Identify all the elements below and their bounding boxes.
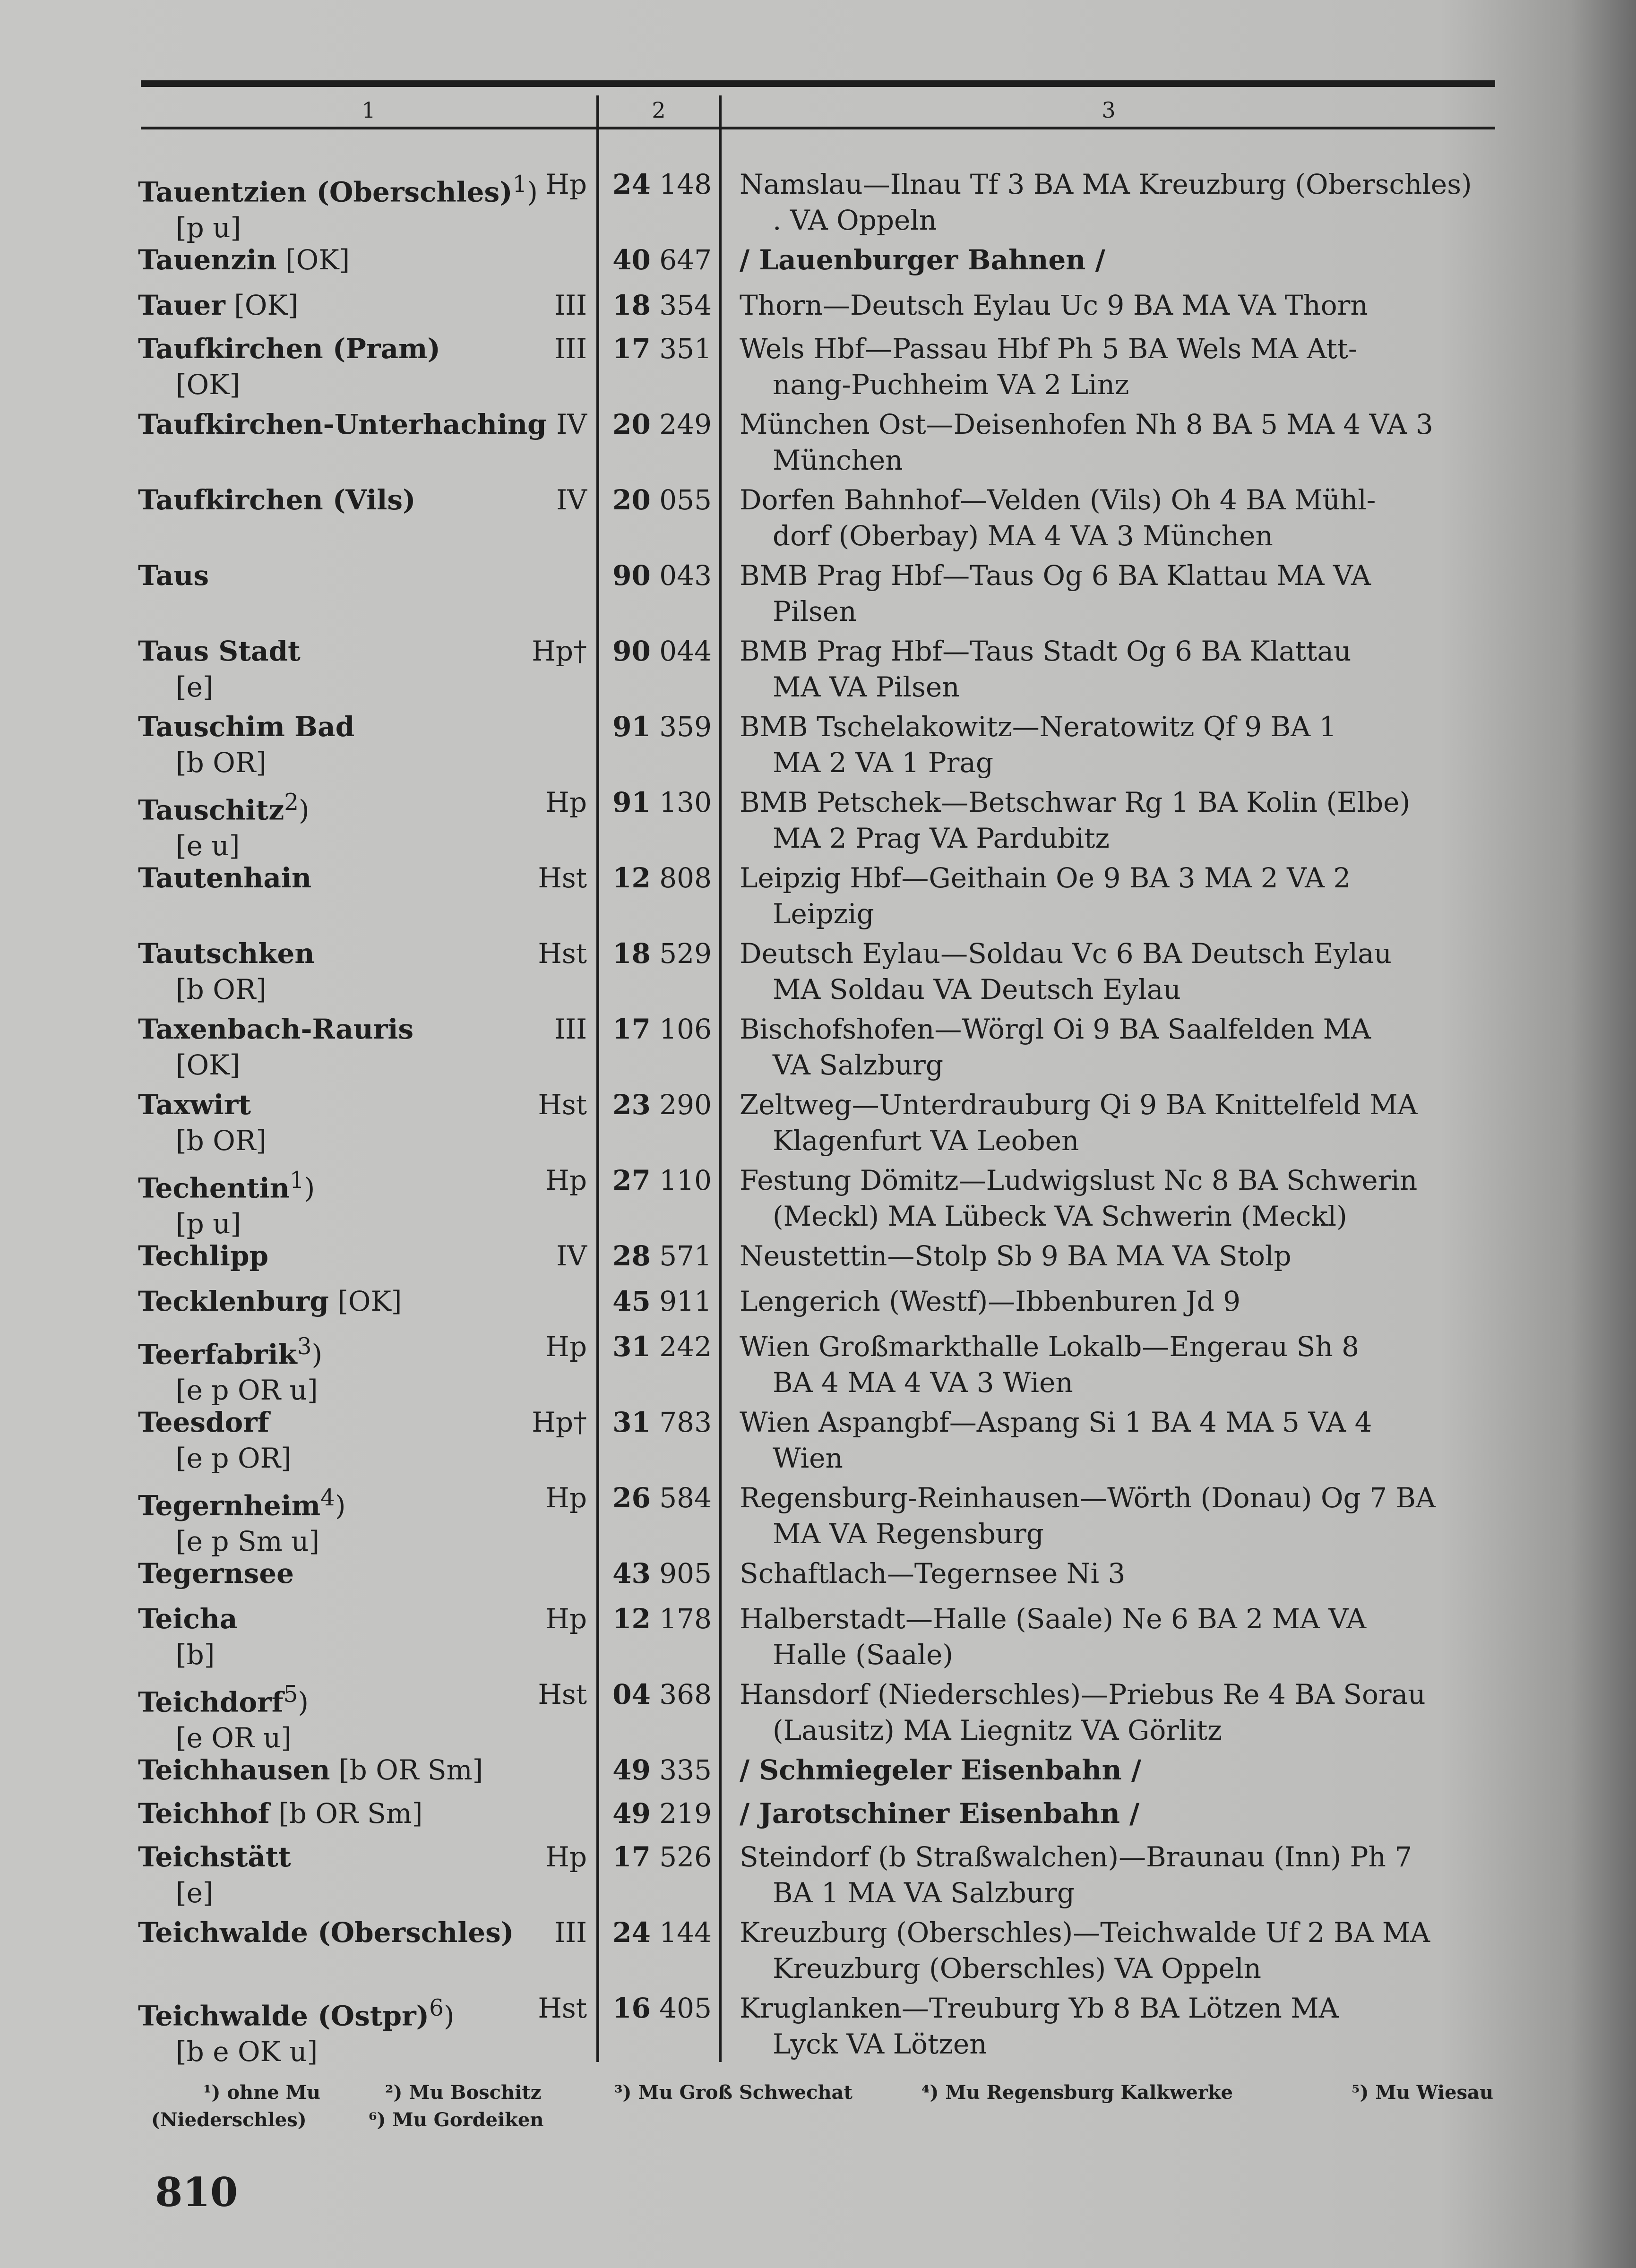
station-cell [138,709,587,781]
number-cell [605,1283,712,1319]
footnote-marker: 1 [289,1167,304,1194]
number-suffix: 043 [659,559,712,592]
route-line-1: Dorfen Bahnhof—Velden (Vils) Oh 4 BA Mühl- [740,484,1376,516]
station-class: III [554,289,587,321]
column-header-2: 2 [652,97,666,123]
station-class: Hp [545,1841,587,1873]
station-class: IV [556,484,587,516]
route-cell [740,1796,1500,1831]
station-class: Hp [545,1482,587,1514]
number-prefix: 49 [612,1797,651,1830]
number-suffix: 368 [659,1678,712,1710]
footnote-marker: 2 [284,789,299,816]
number-suffix: 584 [659,1482,712,1514]
route-line-1: Wien Großmarkthalle Lokalb—Engerau Sh 8 [740,1331,1360,1363]
footnote-6: ⁶) Mu Gordeiken [369,2109,544,2131]
station-cell [138,1601,587,1673]
number-cell [605,1162,712,1198]
number-cell [605,1752,712,1788]
station-attributes: [e p Sm u] [176,1525,320,1558]
number-cell [605,1404,712,1440]
route-cell [740,482,1500,554]
number-cell [605,709,712,745]
number-suffix: 335 [659,1754,712,1786]
station-class: Hp [545,168,587,200]
route-line-1: Namslau—Ilnau Tf 3 BA MA Kreuzburg (Oberschles) [740,168,1472,200]
page-number: 810 [155,2169,238,2216]
number-suffix: 351 [659,333,712,365]
station-class: Hp [545,1331,587,1363]
station-class: Hst [538,937,587,970]
station-cell [138,331,587,403]
station-class: Hp [545,1603,587,1635]
route-line-1: Neustettin—Stolp Sb 9 BA MA VA Stolp [740,1240,1292,1272]
number-prefix: 12 [612,862,651,894]
station-note: [b OR Sm] [269,1797,423,1830]
route-line-2: MA Soldau VA Deutsch Eylau [773,973,1181,1005]
route-cell [740,406,1500,478]
number-cell [605,1601,712,1637]
station-cell: Techentin$^1$) Hp [p u] [138,1162,587,1242]
route-line-1: Leipzig Hbf—Geithain Oe 9 BA 3 MA 2 VA 2 [740,862,1351,894]
station-class: Hst [538,1089,587,1121]
column-divider-2 [719,95,722,2062]
number-prefix: 20 [612,484,651,516]
station-name: Teesdorf [138,1406,269,1438]
station-attributes: [b] [176,1639,215,1671]
station-attributes: [b e OK u] [176,2036,318,2068]
number-cell [605,1796,712,1831]
number-prefix: 20 [612,408,651,440]
route-cell [740,287,1500,323]
station-cell [138,1796,587,1831]
route-line-1: München Ost—Deisenhofen Nh 8 BA 5 MA 4 VA 3 [740,408,1433,440]
number-prefix: 27 [612,1164,651,1196]
route-line-1: Zeltweg—Unterdrauburg Qi 9 BA Knittelfeld MA [740,1089,1418,1121]
station-cell: Teerfabrik$^3$) Hp [e p OR u] [138,1329,587,1408]
route-line-2: München [773,444,903,476]
station-class: IV [556,1240,587,1272]
station-cell [138,482,587,518]
station-note: [b OR Sm] [330,1754,483,1786]
route-cell [740,709,1500,781]
route-line-2: Pilsen [773,595,857,627]
column-divider-1 [596,95,599,2062]
footnote-5: ⁵) Mu Wiesau [1352,2081,1494,2104]
station-class: III [554,1013,587,1045]
route-line-1: / Lauenburger Bahnen / [740,244,1105,276]
number-prefix: 26 [612,1482,651,1514]
number-cell [605,1011,712,1047]
station-name: Tautschken [138,937,315,970]
number-suffix: 249 [659,408,712,440]
number-suffix: 571 [659,1240,712,1272]
station-class: Hst [538,1992,587,2024]
number-prefix: 43 [612,1557,651,1589]
number-cell [605,1329,712,1365]
station-name: Teichwalde (Ostpr) [138,2000,430,2032]
footnote-4: ⁴) Mu Regensburg Kalkwerke [921,2081,1233,2104]
number-prefix: 90 [612,635,651,667]
number-cell [605,936,712,971]
route-line-1: Thorn—Deutsch Eylau Uc 9 BA MA VA Thorn [740,289,1368,321]
route-line-2: MA VA Pilsen [773,671,960,703]
route-cell [740,860,1500,932]
route-cell [740,1404,1500,1476]
station-name: Tautenhain [138,862,312,894]
number-cell [605,242,712,278]
route-cell [740,1329,1500,1400]
route-line-1: BMB Petschek—Betschwar Rg 1 BA Kolin (Elbe) [740,786,1411,818]
station-cell [138,1238,587,1274]
station-attributes: [e OR u] [176,1722,292,1754]
route-line-1: / Jarotschiner Eisenbahn / [740,1797,1140,1830]
number-cell [605,1238,712,1274]
route-line-1: Bischofshofen—Wörgl Oi 9 BA Saalfelden MA [740,1013,1371,1045]
route-cell [740,1601,1500,1673]
route-line-2: . VA Oppeln [773,204,937,236]
station-note: [OK] [225,289,299,321]
number-suffix: 405 [659,1992,712,2024]
station-cell [138,860,587,896]
station-cell: Teichwalde (Ostpr)$^6$) Hst [b e OK u] [138,1990,587,2070]
number-suffix: 808 [659,862,712,894]
station-name: Tauentzien (Oberschles) [138,176,513,208]
station-attributes: [e p OR u] [176,1374,318,1407]
number-suffix: 044 [659,635,712,667]
route-line-2: Wien [773,1442,843,1474]
number-suffix: 526 [659,1841,712,1873]
route-line-2: Lyck VA Lötzen [773,2028,987,2060]
station-class: Hp† [532,635,587,667]
number-cell [605,331,712,367]
number-prefix: 24 [612,1916,651,1949]
number-prefix: 17 [612,1013,651,1045]
station-name: Teichhausen [138,1754,330,1786]
station-name: Tegernsee [138,1557,294,1589]
station-cell [138,287,587,323]
route-line-2: dorf (Oberbay) MA 4 VA 3 München [773,520,1273,552]
number-suffix: 783 [659,1406,712,1438]
number-cell [605,287,712,323]
column-header-3: 3 [1102,97,1116,123]
number-cell [605,633,712,669]
number-suffix: 290 [659,1089,712,1121]
number-cell [605,1480,712,1516]
route-line-2: (Meckl) MA Lübeck VA Schwerin (Meckl) [773,1200,1347,1232]
number-suffix: 647 [659,244,712,276]
footnote-marker: 3 [297,1333,312,1360]
route-line-2: nang-Puchheim VA 2 Linz [773,369,1129,401]
station-name: Teichdorf [138,1686,284,1718]
station-name: Taus Stadt [138,635,301,667]
route-line-2: BA 1 MA VA Salzburg [773,1877,1075,1909]
route-cell [740,166,1500,238]
route-cell [740,558,1500,629]
route-line-1: Schaftlach—Tegernsee Ni 3 [740,1557,1126,1589]
number-prefix: 12 [612,1603,651,1635]
number-prefix: 23 [612,1089,651,1121]
number-prefix: 91 [612,711,651,743]
number-prefix: 31 [612,1406,651,1438]
station-cell [138,1752,587,1788]
route-line-2: Kreuzburg (Oberschles) VA Oppeln [773,1952,1262,1984]
number-cell [605,1839,712,1875]
route-cell [740,1087,1500,1159]
station-name: Taufkirchen (Vils) [138,484,416,516]
station-attributes: [b OR] [176,973,267,1005]
station-cell [138,633,587,705]
station-name: Tauschitz [138,794,284,826]
number-cell [605,166,712,202]
number-cell [605,1555,712,1591]
footnote-2: ²) Mu Boschitz [385,2081,542,2104]
station-attributes: [p u] [176,212,241,244]
station-cell [138,558,587,593]
route-line-1: BMB Prag Hbf—Taus Stadt Og 6 BA Klattau [740,635,1352,667]
number-prefix: 91 [612,786,651,818]
station-class: Hst [538,862,587,894]
number-suffix: 178 [659,1603,712,1635]
number-cell [605,784,712,820]
route-cell [740,1480,1500,1552]
route-cell [740,1839,1500,1911]
route-line-1: Wels Hbf—Passau Hbf Ph 5 BA Wels MA Att- [740,333,1358,365]
number-suffix: 905 [659,1557,712,1589]
route-line-1: Halberstadt—Halle (Saale) Ne 6 BA 2 MA VA [740,1603,1367,1635]
station-cell: Tauschitz$^2$) Hp [e u] [138,784,587,864]
footnote-3: ³) Mu Groß Schwechat [614,2081,852,2104]
footnote-marker: 1 [512,171,527,198]
station-name: Taxenbach-Rauris [138,1013,414,1045]
number-cell [605,1676,712,1712]
number-prefix: 17 [612,333,651,365]
route-line-2: MA 2 Prag VA Pardubitz [773,822,1110,854]
station-name: Taus [138,559,209,592]
number-suffix: 359 [659,711,712,743]
station-attributes: [e] [176,1877,214,1909]
station-name: Taxwirt [138,1089,251,1121]
number-prefix: 18 [612,937,651,970]
station-name: Techentin [138,1172,290,1204]
station-name: Techlipp [138,1240,269,1272]
station-name: Teichwalde (Oberschles) [138,1916,514,1949]
station-cell: Tegernheim$^4$) Hp [e p Sm u] [138,1480,587,1559]
route-line-2: (Lausitz) MA Liegnitz VA Görlitz [773,1714,1222,1746]
number-cell [605,558,712,593]
station-attributes: [OK] [176,369,241,401]
number-cell [605,482,712,518]
route-cell [740,1283,1500,1319]
station-class: IV [556,408,587,440]
number-suffix: 144 [659,1916,712,1949]
station-name: Tauenzin [138,244,277,276]
number-suffix: 148 [659,168,712,200]
route-cell [740,1676,1500,1748]
station-attributes: [e p OR] [176,1442,292,1474]
route-cell [740,242,1500,278]
route-cell [740,331,1500,403]
number-suffix: 242 [659,1331,712,1363]
station-cell [138,936,587,1007]
route-line-1: Hansdorf (Niederschles)—Priebus Re 4 BA Sorau [740,1678,1426,1710]
header-rule [141,127,1495,129]
top-rule [141,80,1495,87]
number-suffix: 106 [659,1013,712,1045]
station-class: Hp [545,1164,587,1196]
station-cell [138,1555,587,1591]
number-prefix: 17 [612,1841,651,1873]
number-prefix: 90 [612,559,651,592]
footnote-5-continued: (Niederschles) [151,2109,307,2131]
footnote-marker: 4 [320,1485,335,1511]
route-line-1: Lengerich (Westf)—Ibbenburen Jd 9 [740,1285,1241,1317]
station-cell: Teichdorf$^5$) Hst [e OR u] [138,1676,587,1756]
number-prefix: 31 [612,1331,651,1363]
route-line-1: BMB Tschelakowitz—Neratowitz Qf 9 BA 1 [740,711,1337,743]
number-prefix: 24 [612,168,651,200]
station-attributes: [OK] [176,1049,241,1081]
station-cell [138,1283,587,1319]
station-cell [138,1087,587,1159]
station-class: III [554,333,587,365]
route-cell [740,1162,1500,1234]
route-line-1: BMB Prag Hbf—Taus Og 6 BA Klattau MA VA [740,559,1371,592]
station-note: [OK] [276,244,350,276]
number-cell [605,1990,712,2026]
route-cell [740,1990,1500,2062]
station-cell [138,242,587,278]
route-line-2: Klagenfurt VA Leoben [773,1125,1079,1157]
station-class: Hst [538,1678,587,1710]
footnote-marker: 5 [283,1681,298,1708]
number-prefix: 49 [612,1754,651,1786]
station-name: Teerfabrik [138,1338,297,1371]
station-name: Tegernheim [138,1489,321,1522]
number-prefix: 28 [612,1240,651,1272]
route-cell [740,1238,1500,1274]
route-line-1: Wien Aspangbf—Aspang Si 1 BA 4 MA 5 VA 4 [740,1406,1372,1438]
number-suffix: 529 [659,937,712,970]
route-cell [740,784,1500,856]
number-cell [605,860,712,896]
number-suffix: 911 [659,1285,712,1317]
station-name: Teicha [138,1603,238,1635]
station-class: Hp† [532,1406,587,1438]
route-line-2: Leipzig [773,898,874,930]
route-line-1: Steindorf (b Straßwalchen)—Braunau (Inn) Ph 7 [740,1841,1412,1873]
station-attributes: [b OR] [176,747,267,779]
route-cell [740,633,1500,705]
station-note: [OK] [328,1285,402,1317]
number-prefix: 45 [612,1285,651,1317]
station-name: Teichhof [138,1797,270,1830]
station-cell [138,1404,587,1476]
route-line-1: / Schmiegeler Eisenbahn / [740,1754,1142,1786]
station-class: Hp [545,786,587,818]
station-name: Taufkirchen (Pram) [138,333,440,365]
route-line-2: Halle (Saale) [773,1639,954,1671]
route-line-1: Kruglanken—Treuburg Yb 8 BA Lötzen MA [740,1992,1339,2024]
station-attributes: [p u] [176,1208,241,1240]
number-prefix: 04 [612,1678,651,1710]
station-attributes: [b OR] [176,1125,267,1157]
footnote-1: ¹) ohne Mu [203,2081,320,2104]
route-line-1: Kreuzburg (Oberschles)—Teichwalde Uf 2 BA MA [740,1916,1430,1949]
station-cell [138,1839,587,1911]
route-line-1: Regensburg-Reinhausen—Wörth (Donau) Og 7 BA [740,1482,1436,1514]
number-suffix: 130 [659,786,712,818]
station-name: Taufkirchen-Unterhaching [138,408,547,440]
route-cell [740,936,1500,1007]
station-attributes: [e] [176,671,214,703]
number-cell [605,1915,712,1950]
route-line-1: Deutsch Eylau—Soldau Vc 6 BA Deutsch Eylau [740,937,1392,970]
number-suffix: 354 [659,289,712,321]
route-line-2: MA 2 VA 1 Prag [773,747,994,779]
station-name: Tauer [138,289,225,321]
route-line-1: Festung Dömitz—Ludwigslust Nc 8 BA Schwerin [740,1164,1418,1196]
route-cell [740,1555,1500,1591]
route-line-2: VA Salzburg [773,1049,944,1081]
number-suffix: 110 [659,1164,712,1196]
route-line-2: BA 4 MA 4 VA 3 Wien [773,1366,1073,1399]
station-name: Teichstätt [138,1841,291,1873]
station-class: III [554,1916,587,1949]
route-cell [740,1915,1500,1986]
number-suffix: 219 [659,1797,712,1830]
station-attributes: [e u] [176,830,240,862]
station-cell [138,406,587,442]
column-header-1: 1 [362,97,376,123]
station-cell [138,1915,587,1950]
station-name: Tecklenburg [138,1285,329,1317]
number-cell [605,1087,712,1123]
number-suffix: 055 [659,484,712,516]
route-cell [740,1752,1500,1788]
station-cell: Tauentzien (Oberschles)$^1$) Hp [p u] [138,166,587,246]
route-cell [740,1011,1500,1083]
station-name: Tauschim Bad [138,711,355,743]
station-cell [138,1011,587,1083]
number-prefix: 18 [612,289,651,321]
route-line-2: MA VA Regensburg [773,1518,1044,1550]
number-cell [605,406,712,442]
footnote-marker: 6 [429,1995,444,2021]
number-prefix: 16 [612,1992,651,2024]
number-prefix: 40 [612,244,651,276]
